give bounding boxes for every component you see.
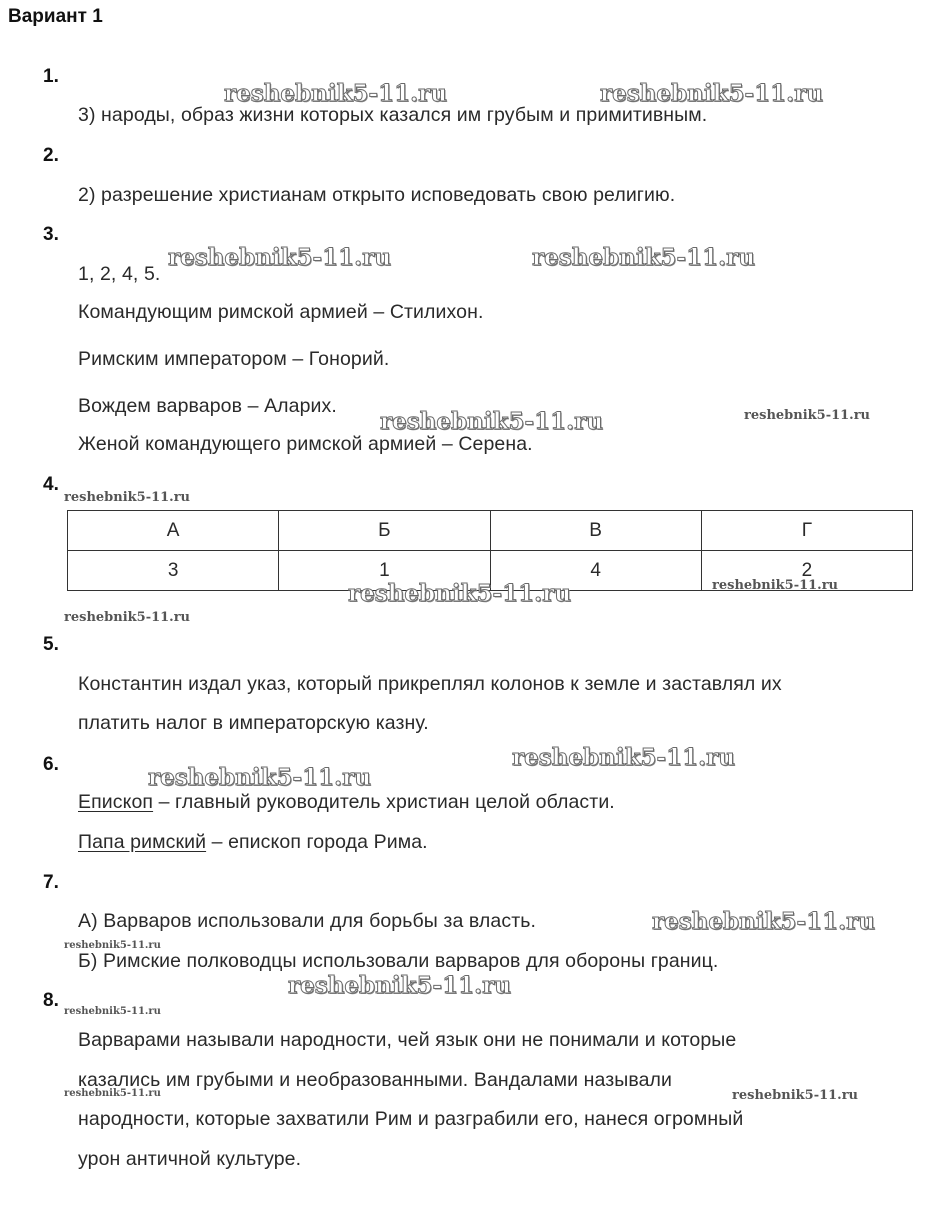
watermark: reshebnik5-11.ru (168, 244, 391, 271)
watermark: reshebnik5-11.ru (380, 408, 603, 435)
question-8-line: казались им грубыми и необразованными. Вандалами называли (78, 1069, 673, 1091)
watermark: reshebnik5-11.ru (224, 80, 447, 107)
term-pope-definition: – епископ города Рима. (206, 831, 428, 853)
watermark: reshebnik5-11.ru (732, 1088, 859, 1103)
question-3-line: Римским императором – Гонорий. (78, 348, 390, 370)
watermark: reshebnik5-11.ru (348, 580, 571, 607)
watermark: reshebnik5-11.ru (148, 764, 371, 791)
question-4-number: 4. (43, 474, 59, 495)
question-7-line: А) Варваров использовали для борьбы за власть. (78, 910, 537, 932)
question-7-number: 7. (43, 872, 59, 893)
term-bishop-definition: – главный руководитель христиан целой области. (153, 791, 615, 813)
question-5-number: 5. (43, 634, 59, 655)
question-8-number: 8. (43, 990, 59, 1011)
question-2-number: 2. (43, 145, 59, 166)
watermark: reshebnik5-11.ru (600, 80, 823, 107)
question-8-line: Варварами называли народности, чей язык они не понимали и которые (78, 1029, 737, 1051)
page-title: Вариант 1 (8, 6, 103, 27)
term-pope: Папа римский (78, 831, 207, 853)
watermark: reshebnik5-11.ru (652, 908, 875, 935)
watermark: reshebnik5-11.ru (712, 578, 839, 593)
question-3-line: 1, 2, 4, 5. (78, 263, 161, 285)
watermark: reshebnik5-11.ru (64, 610, 191, 625)
question-1-number: 1. (43, 66, 59, 87)
question-2-answer: 2) разрешение христианам открыто исповедовать свою религию. (78, 184, 676, 206)
question-3-line: Командующим римской армией – Стилихон. (78, 301, 484, 323)
watermark: reshebnik5-11.ru (744, 408, 871, 423)
question-8-line: урон античной культуре. (78, 1148, 302, 1170)
table-cell: 2 (701, 551, 912, 591)
question-6-number: 6. (43, 754, 59, 775)
watermark: reshebnik5-11.ru (64, 490, 191, 505)
table-cell: 1 (279, 551, 490, 591)
table-header-cell: В (490, 511, 701, 551)
table-cell: 3 (68, 551, 279, 591)
term-bishop: Епископ (78, 791, 154, 813)
watermark: reshebnik5-11.ru (64, 1088, 161, 1099)
table-header-cell: Г (701, 511, 912, 551)
watermark: reshebnik5-11.ru (512, 744, 735, 771)
question-5-line: Константин издал указ, который прикреплял колонов к земле и заставлял их (78, 673, 782, 695)
question-6-definition-2 (78, 831, 428, 854)
question-1-answer: 3) народы, образ жизни которых казался им грубым и примитивным. (78, 104, 708, 126)
table-header-cell: А (68, 511, 279, 551)
question-7-line: Б) Римские полководцы использовали варваров для обороны границ. (78, 950, 719, 972)
question-3-line: Женой командующего римской армией – Серена. (78, 433, 533, 455)
table-header-cell: Б (279, 511, 490, 551)
question-3-line: Вождем варваров – Аларих. (78, 395, 337, 417)
watermark: reshebnik5-11.ru (532, 244, 755, 271)
watermark: reshebnik5-11.ru (64, 1006, 161, 1017)
watermark: reshebnik5-11.ru (288, 972, 511, 999)
watermark: reshebnik5-11.ru (64, 940, 161, 951)
question-3-number: 3. (43, 224, 59, 245)
question-6-definition-1 (78, 791, 615, 814)
table-cell: 4 (490, 551, 701, 591)
question-5-line: платить налог в императорскую казну. (78, 712, 429, 734)
question-8-line: народности, которые захватили Рим и разграбили его, нанеся огромный (78, 1108, 744, 1130)
table-header-row (68, 511, 913, 551)
